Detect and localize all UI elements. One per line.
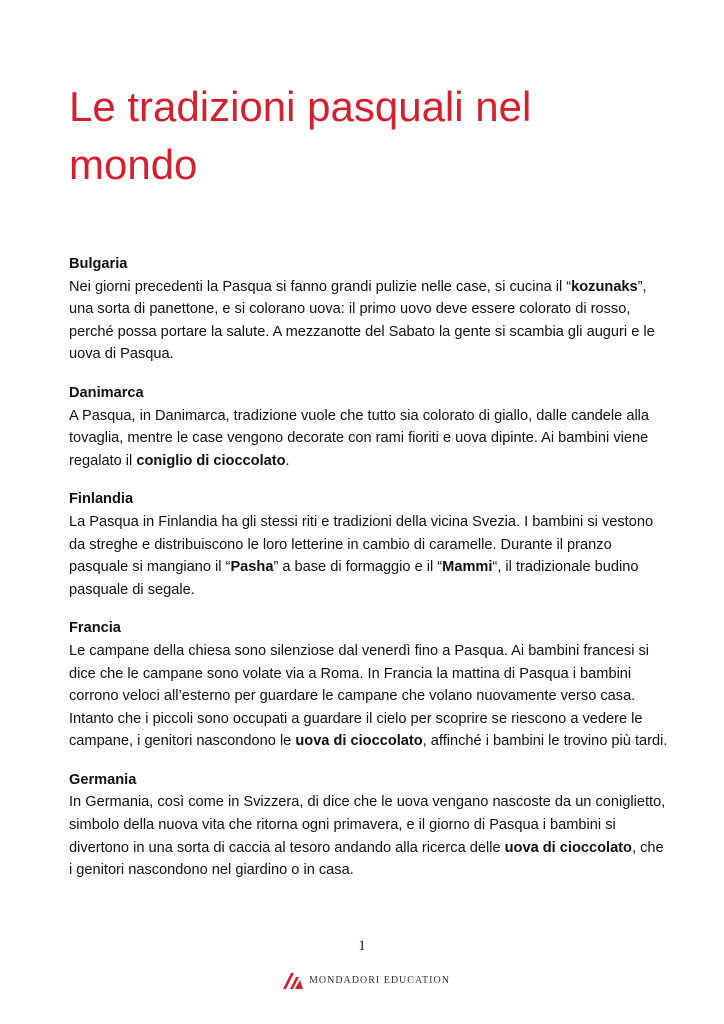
document-title: Le tradizioni pasquali nel mondo bbox=[69, 83, 532, 188]
text-run: “, il tradizionale budino pasquale di segale. bbox=[69, 559, 639, 598]
country-paragraph bbox=[69, 791, 669, 881]
text-run: Nei giorni precedenti la Pasqua si fanno grandi pulizie nelle case, si cucina il “ bbox=[69, 278, 572, 295]
country-heading: Francia bbox=[69, 620, 121, 637]
country-section bbox=[69, 617, 669, 753]
text-run: ”, una sorta di panettone, e si colorano uova: il primo uovo deve essere colorato di rosso, perché possa portare la salute. A mezzanotte del Sabato la gente si scambia gli auguri e le uova di Pasqua. bbox=[69, 278, 655, 363]
text-run: , affinché i bambini le trovino più tardi. bbox=[422, 733, 668, 750]
country-heading: Danimarca bbox=[69, 384, 144, 401]
country-section bbox=[69, 382, 669, 472]
publisher-brand: MONDADORI EDUCATION bbox=[309, 975, 450, 986]
country-paragraph bbox=[69, 276, 669, 366]
country-section bbox=[69, 769, 669, 882]
page-number: 1 bbox=[358, 938, 366, 954]
country-heading: Finlandia bbox=[69, 491, 134, 508]
document-body bbox=[69, 253, 669, 898]
bold-term: uova di cioccolato bbox=[295, 733, 423, 750]
bold-term: kozunaks bbox=[571, 278, 638, 295]
publisher-footer bbox=[281, 973, 450, 989]
bold-term: coniglio di cioccolato bbox=[136, 452, 286, 469]
text-run: A Pasqua, in Danimarca, tradizione vuole che tutto sia colorato di giallo, dalle candele alla tovaglia, mentre le case vengono decorate con rami fioriti e uova dipinte. Ai bambini viene regalato il bbox=[69, 407, 650, 469]
text-run: Le campane della chiesa sono silenziose dal venerdì fino a Pasqua. Ai bambini francesi si dice che le campane sono volate via a Roma. In Francia la mattina di Pasqua i bambini corrono veloci all’esterno per guardare le campane che volano nuovamente verso casa. Intanto che i piccoli sono occupati a guardare il cielo per scoprire se riescono a vedere le campane, i genitori nascondono le bbox=[69, 642, 650, 750]
country-heading: Bulgaria bbox=[69, 256, 128, 272]
country-heading: Germania bbox=[69, 771, 137, 788]
country-section bbox=[69, 488, 669, 601]
country-paragraph bbox=[69, 511, 669, 601]
country-section bbox=[69, 253, 669, 366]
mondadori-logo-icon bbox=[281, 973, 305, 989]
country-paragraph bbox=[69, 405, 669, 473]
bold-term: Pasha bbox=[230, 559, 274, 576]
text-run: , che i genitori nascondono nel giardino o in casa. bbox=[69, 839, 664, 879]
text-run: In Germania, così come in Svizzera, di dice che le uova vengano nascoste da un coniglietto, simbolo della nuova vita che ritorna ogni primavera, e il giorno di Pasqua i bambini si divertono in una sorta di caccia al tesoro andando alla ricerca delle bbox=[69, 794, 666, 856]
text-run: La Pasqua in Finlandia ha gli stessi riti e tradizioni della vicina Svezia. I bambini si vestono da streghe e distribuiscono le loro letterine in cambio di caramelle. Durante il pranzo pasquale si mangiano il “ bbox=[69, 513, 654, 576]
bold-term: Mammi bbox=[442, 559, 493, 576]
text-run: ” a base di formaggio e il “ bbox=[273, 559, 443, 576]
text-run: . bbox=[285, 452, 290, 469]
bold-term: uova di cioccolato bbox=[504, 839, 632, 856]
country-paragraph bbox=[69, 640, 669, 753]
